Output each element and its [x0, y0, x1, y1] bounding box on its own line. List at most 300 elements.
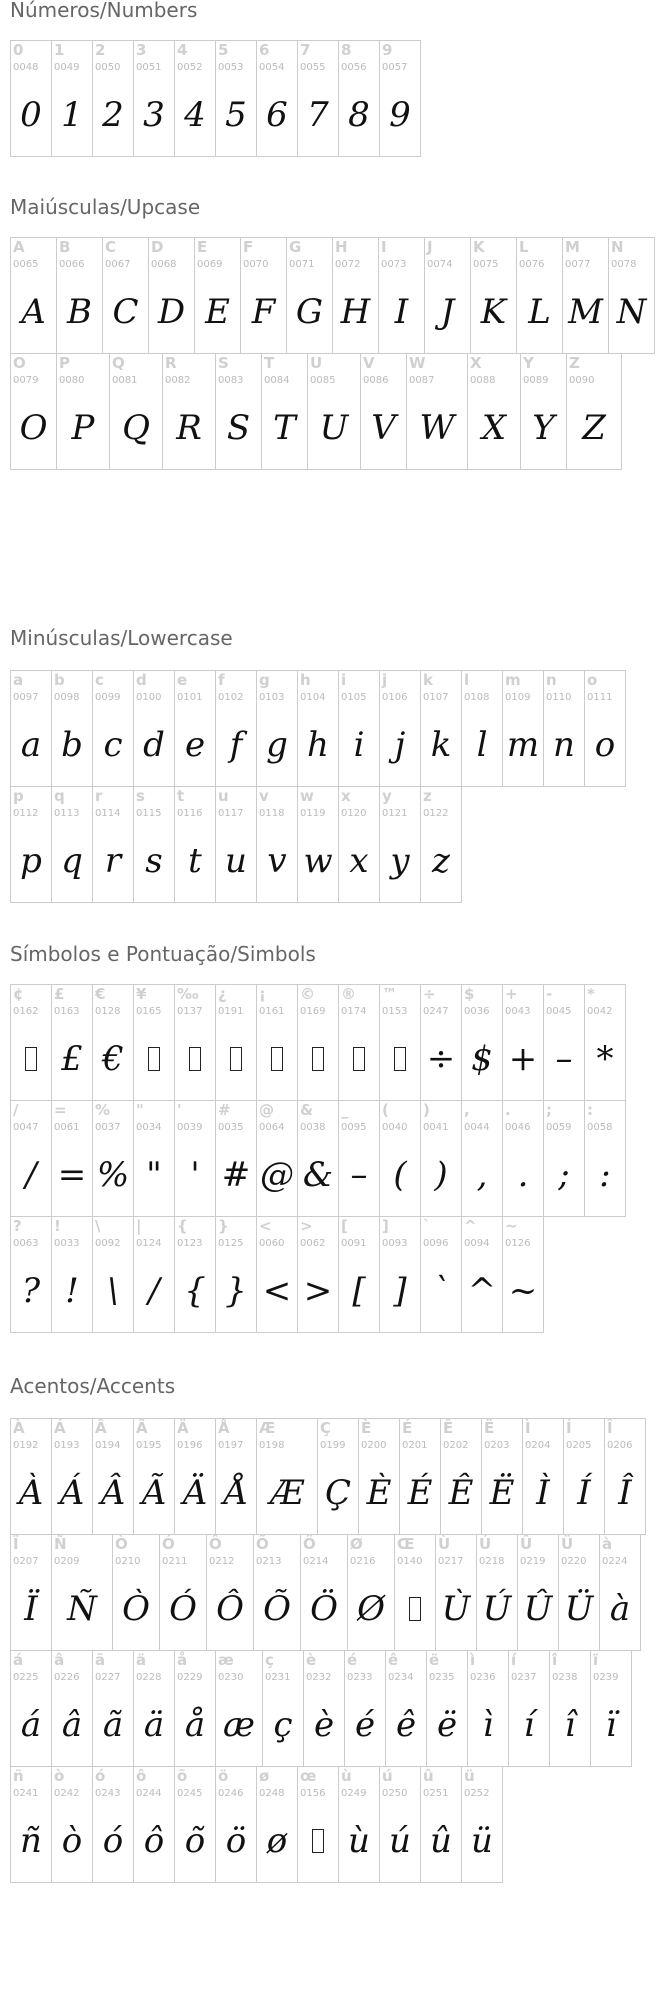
glyph-char-label: |: [136, 1217, 142, 1235]
glyph-char-label: l: [464, 671, 470, 689]
glyph-cell: [159, 1534, 207, 1651]
glyph-preview: l: [476, 724, 488, 765]
glyph-code-label: 0054: [259, 62, 285, 73]
glyph-char-label: ¢: [13, 985, 24, 1003]
glyph-char-label: Ó: [162, 1535, 175, 1553]
glyph-cell: [133, 1100, 175, 1217]
glyph-cell: [174, 670, 216, 787]
glyph-cell: [470, 237, 517, 354]
glyph-preview: õ: [184, 1820, 206, 1861]
glyph-char-label: Ø: [350, 1535, 363, 1553]
glyph-code-label: 0065: [13, 259, 39, 270]
glyph-code-label: 0035: [218, 1122, 244, 1133]
glyph-preview: `: [432, 1270, 450, 1311]
glyph-cell: [92, 1418, 134, 1535]
glyph-code-label: 0057: [382, 62, 408, 73]
glyph-char-label: h: [300, 671, 311, 689]
glyph-code-label: 0211: [162, 1556, 188, 1567]
glyph-cell: [502, 984, 544, 1101]
glyph-cell: [10, 670, 52, 787]
glyph-char-label: ™: [382, 985, 397, 1003]
glyph-cell: [133, 40, 175, 157]
glyph-code-label: 0192: [13, 1440, 39, 1451]
glyph-char-label: ù: [341, 1767, 352, 1785]
glyph-cell: [215, 1418, 257, 1535]
glyph-char-label: ú: [382, 1767, 393, 1785]
glyph-code-label: 0111: [587, 692, 613, 703]
glyph-char-label: ;: [546, 1101, 552, 1119]
glyph-cell: [502, 1100, 544, 1217]
glyph-cell: [502, 1216, 544, 1333]
glyph-char-label: í: [511, 1651, 517, 1669]
glyph-preview: ö: [225, 1820, 247, 1861]
glyph-preview: É: [407, 1472, 433, 1513]
glyph-preview: o: [594, 724, 616, 765]
glyph-cell: [461, 1100, 503, 1217]
glyph-code-label: 0194: [95, 1440, 121, 1451]
glyph-preview: c: [103, 724, 123, 765]
glyph-char-label: ì: [470, 1651, 476, 1669]
glyph-code-label: 0112: [13, 808, 39, 819]
glyph-cell: [520, 353, 567, 470]
glyph-char-label: œ: [300, 1767, 317, 1785]
glyph-code-label: 0061: [54, 1122, 80, 1133]
glyph-cell: [262, 1650, 304, 1767]
glyph-code-label: 0140: [397, 1556, 423, 1567]
glyph-code-label: 0047: [13, 1122, 39, 1133]
glyph-cell: [426, 1650, 468, 1767]
glyph-preview: B: [67, 291, 92, 332]
glyph-preview: r: [104, 840, 122, 881]
glyph-char-label: ë: [429, 1651, 440, 1669]
glyph-preview: z: [432, 840, 450, 881]
missing-glyph-box: [395, 1575, 435, 1642]
glyph-code-label: 0233: [347, 1672, 373, 1683]
glyph-code-label: 0245: [177, 1788, 203, 1799]
glyph-char-label: Å: [218, 1419, 230, 1437]
glyph-code-label: 0234: [388, 1672, 414, 1683]
glyph-code-label: 0120: [341, 808, 367, 819]
glyph-cell: [347, 1534, 395, 1651]
glyph-char-label: `: [423, 1217, 431, 1235]
glyph-preview: .: [517, 1154, 529, 1195]
glyph-cell: [379, 670, 421, 787]
glyph-code-label: 0239: [593, 1672, 619, 1683]
glyph-char-label: Ë: [484, 1419, 495, 1437]
missing-glyph-box: [134, 1025, 174, 1092]
glyph-code-label: 0116: [177, 808, 203, 819]
glyph-cell: [590, 1650, 632, 1767]
glyph-code-label: 0060: [259, 1238, 285, 1249]
glyph-code-label: 0094: [464, 1238, 490, 1249]
glyph-preview: @: [260, 1154, 294, 1195]
glyph-cell: [358, 1418, 400, 1535]
missing-glyph-icon: [394, 1047, 406, 1071]
glyph-preview: ò: [61, 1820, 83, 1861]
glyph-code-label: 0086: [363, 375, 389, 386]
glyph-grid-numbers: [10, 40, 422, 156]
glyph-code-label: 0109: [505, 692, 531, 703]
glyph-preview: Q: [122, 407, 150, 448]
glyph-cell: [379, 1216, 421, 1333]
glyph-cell: [467, 353, 521, 470]
glyph-cell: [297, 670, 339, 787]
glyph-cell: [461, 984, 503, 1101]
glyph-preview: e: [184, 724, 206, 765]
glyph-char-label: o: [587, 671, 598, 689]
glyph-code-label: 0122: [423, 808, 449, 819]
glyph-code-label: 0092: [95, 1238, 121, 1249]
glyph-preview: ù: [348, 1820, 370, 1861]
glyph-cell: [133, 1418, 175, 1535]
glyph-code-label: 0230: [218, 1672, 244, 1683]
glyph-char-label: ô: [136, 1767, 147, 1785]
glyph-char-label: 2: [95, 41, 106, 59]
glyph-code-label: 0108: [464, 692, 490, 703]
glyph-char-label: L: [519, 238, 529, 256]
glyph-preview: :: [599, 1154, 611, 1195]
glyph-char-label: Ê: [443, 1419, 454, 1437]
glyph-cell: [338, 40, 380, 157]
glyph-code-label: 0191: [218, 1006, 244, 1017]
glyph-code-label: 0078: [611, 259, 637, 270]
glyph-preview: u: [225, 840, 247, 881]
glyph-cell: [10, 1534, 52, 1651]
glyph-char-label: Ä: [177, 1419, 189, 1437]
glyph-cell: [420, 670, 462, 787]
glyph-code-label: 0040: [382, 1122, 408, 1133]
glyph-preview: 9: [389, 94, 411, 135]
glyph-preview: ë: [436, 1704, 458, 1745]
glyph-cell: [10, 984, 52, 1101]
glyph-preview: T: [273, 407, 296, 448]
glyph-char-label: *: [587, 985, 595, 1003]
glyph-char-label: Ò: [115, 1535, 128, 1553]
glyph-code-label: 0174: [341, 1006, 367, 1017]
glyph-code-label: 0098: [54, 692, 80, 703]
glyph-code-label: 0214: [303, 1556, 329, 1567]
glyph-grid-lowercase: [10, 670, 655, 902]
glyph-cell: [379, 984, 421, 1101]
glyph-grid-accents: [10, 1418, 655, 1882]
glyph-preview: p: [20, 840, 42, 881]
glyph-char-label: ç: [265, 1651, 274, 1669]
glyph-code-label: 0201: [402, 1440, 428, 1451]
glyph-cell: [10, 1650, 52, 1767]
glyph-char-label: Ñ: [54, 1535, 67, 1553]
glyph-code-label: 0114: [95, 808, 121, 819]
glyph-preview: Â: [100, 1472, 126, 1513]
glyph-char-label: ): [423, 1101, 430, 1119]
glyph-cell: [338, 984, 380, 1101]
glyph-char-label: 5: [218, 41, 229, 59]
glyph-cell: [461, 1216, 503, 1333]
glyph-code-label: 0250: [382, 1788, 408, 1799]
glyph-preview: h: [307, 724, 329, 765]
section-title-symbols: Símbolos e Pontuação/Simbols: [10, 942, 316, 966]
glyph-preview: A: [21, 291, 46, 332]
glyph-cell: [307, 353, 361, 470]
glyph-preview: À: [18, 1472, 44, 1513]
glyph-cell: [338, 1766, 380, 1883]
missing-glyph-icon: [230, 1047, 242, 1071]
glyph-char-label: Œ: [397, 1535, 415, 1553]
glyph-char-label: (: [382, 1101, 389, 1119]
glyph-preview: P: [71, 407, 95, 448]
glyph-preview: ~: [508, 1270, 538, 1311]
glyph-char-label: #: [218, 1101, 231, 1119]
glyph-preview: Ã: [141, 1472, 167, 1513]
glyph-char-label: I: [381, 238, 387, 256]
glyph-preview: S: [226, 407, 251, 448]
glyph-code-label: 0126: [505, 1238, 531, 1249]
glyph-code-label: 0041: [423, 1122, 449, 1133]
glyph-cell: [215, 984, 257, 1101]
glyph-preview: m: [506, 724, 540, 765]
glyph-code-label: 0087: [409, 375, 435, 386]
glyph-preview: ï: [605, 1704, 617, 1745]
missing-glyph-icon: [312, 1829, 324, 1853]
glyph-char-label: B: [59, 238, 71, 256]
glyph-code-label: 0103: [259, 692, 285, 703]
glyph-code-label: 0242: [54, 1788, 80, 1799]
glyph-code-label: 0248: [259, 1788, 285, 1799]
glyph-code-label: 0216: [350, 1556, 376, 1567]
glyph-char-label: ÷: [423, 985, 436, 1003]
glyph-char-label: €: [95, 985, 106, 1003]
glyph-preview: €: [102, 1038, 124, 1079]
glyph-cell: [148, 237, 195, 354]
glyph-code-label: 0039: [177, 1122, 203, 1133]
glyph-code-label: 0064: [259, 1122, 285, 1133]
glyph-cell: [440, 1418, 482, 1535]
glyph-code-label: 0045: [546, 1006, 572, 1017]
glyph-char-label: ñ: [13, 1767, 24, 1785]
section-title-lowercase: Minúsculas/Lowercase: [10, 626, 233, 650]
missing-glyph-icon: [25, 1047, 37, 1071]
glyph-char-label: ê: [388, 1651, 399, 1669]
glyph-code-label: 0213: [256, 1556, 282, 1567]
glyph-cell: [51, 1100, 93, 1217]
section-title-numbers: Números/Numbers: [10, 0, 198, 22]
glyph-preview: q: [61, 840, 83, 881]
glyph-preview: Ñ: [67, 1588, 97, 1629]
glyph-cell: [133, 984, 175, 1101]
glyph-char-label: ]: [382, 1217, 389, 1235]
glyph-cell: [174, 40, 216, 157]
glyph-preview: n: [553, 724, 575, 765]
glyph-preview: ): [434, 1154, 448, 1195]
glyph-preview: !: [65, 1270, 79, 1311]
glyph-preview: W: [419, 407, 455, 448]
glyph-cell: [399, 1418, 441, 1535]
glyph-code-label: 0053: [218, 62, 244, 73]
glyph-preview: Ç: [324, 1472, 351, 1513]
glyph-char-label: }: [218, 1217, 229, 1235]
glyph-cell: [92, 1650, 134, 1767]
glyph-char-label: {: [177, 1217, 188, 1235]
glyph-code-label: 0074: [427, 259, 453, 270]
glyph-preview: =: [57, 1154, 87, 1195]
glyph-char-label: n: [546, 671, 557, 689]
glyph-preview: Ì: [536, 1472, 550, 1513]
glyph-code-label: 0048: [13, 62, 39, 73]
glyph-char-label: /: [13, 1101, 19, 1119]
glyph-char-label: .: [505, 1101, 511, 1119]
glyph-char-label: !: [54, 1217, 61, 1235]
glyph-char-label: \: [95, 1217, 101, 1235]
glyph-char-label: J: [427, 238, 433, 256]
glyph-cell: [51, 1650, 93, 1767]
glyph-code-label: 0066: [59, 259, 85, 270]
glyph-char-label: p: [13, 787, 24, 805]
glyph-char-label: =: [54, 1101, 67, 1119]
glyph-cell: [174, 984, 216, 1101]
glyph-char-label: Y: [523, 354, 534, 372]
glyph-preview: ä: [143, 1704, 165, 1745]
glyph-cell: [215, 1216, 257, 1333]
glyph-preview: Õ: [263, 1588, 291, 1629]
glyph-preview: D: [157, 291, 186, 332]
glyph-code-label: 0218: [479, 1556, 505, 1567]
glyph-code-label: 0153: [382, 1006, 408, 1017]
glyph-code-label: 0097: [13, 692, 39, 703]
glyph-code-label: 0165: [136, 1006, 162, 1017]
glyph-preview: (: [393, 1154, 407, 1195]
glyph-code-label: 0117: [218, 808, 244, 819]
glyph-cell: [604, 1418, 646, 1535]
glyph-code-label: 0247: [423, 1006, 449, 1017]
glyph-preview: 2: [102, 94, 124, 135]
glyph-preview: \: [107, 1270, 119, 1311]
glyph-char-label: å: [177, 1651, 188, 1669]
glyph-char-label: ò: [54, 1767, 65, 1785]
glyph-char-label: ‰: [177, 985, 199, 1003]
glyph-char-label: á: [13, 1651, 24, 1669]
glyph-cell: [297, 984, 339, 1101]
glyph-code-label: 0202: [443, 1440, 469, 1451]
missing-glyph-icon: [148, 1047, 160, 1071]
glyph-preview: ì: [482, 1704, 494, 1745]
glyph-char-label: >: [300, 1217, 313, 1235]
glyph-code-label: 0128: [95, 1006, 121, 1017]
glyph-preview: é: [354, 1704, 376, 1745]
glyph-char-label: w: [300, 787, 314, 805]
glyph-code-label: 0199: [320, 1440, 346, 1451]
glyph-preview: 0: [20, 94, 42, 135]
glyph-char-label: 0: [13, 41, 24, 59]
glyph-cell: [584, 1100, 626, 1217]
glyph-cell: [10, 1766, 52, 1883]
glyph-preview: v: [267, 840, 287, 881]
glyph-preview: <: [262, 1270, 292, 1311]
glyph-code-label: 0071: [289, 259, 315, 270]
glyph-code-label: 0082: [165, 375, 191, 386]
glyph-cell: [379, 786, 421, 903]
glyph-cell: [174, 1766, 216, 1883]
glyph-preview: ]: [393, 1270, 407, 1311]
glyph-char-label: Ô: [209, 1535, 222, 1553]
glyph-preview: û: [430, 1820, 452, 1861]
glyph-preview: Æ: [269, 1472, 305, 1513]
glyph-code-label: 0241: [13, 1788, 39, 1799]
glyph-char-label: R: [165, 354, 177, 372]
missing-glyph-box: [298, 1807, 338, 1874]
glyph-code-label: 0232: [306, 1672, 332, 1683]
glyph-cell: [566, 353, 622, 470]
glyph-cell: [109, 353, 163, 470]
glyph-code-label: 0077: [565, 259, 591, 270]
glyph-cell: [253, 1534, 301, 1651]
glyph-char-label: Í: [566, 1419, 572, 1437]
glyph-preview: Z: [582, 407, 606, 448]
glyph-code-label: 0049: [54, 62, 80, 73]
glyph-preview: b: [61, 724, 83, 765]
glyph-preview: F: [251, 291, 276, 332]
glyph-char-label: F: [243, 238, 254, 256]
glyph-code-label: 0043: [505, 1006, 531, 1017]
glyph-cell: [379, 1100, 421, 1217]
glyph-cell: [215, 40, 257, 157]
glyph-cell: [133, 786, 175, 903]
glyph-cell: [481, 1418, 523, 1535]
glyph-code-label: 0156: [300, 1788, 326, 1799]
glyph-preview: &: [302, 1154, 334, 1195]
glyph-char-label: +: [505, 985, 518, 1003]
glyph-cell: [256, 984, 298, 1101]
glyph-preview: V: [371, 407, 396, 448]
glyph-code-label: 0252: [464, 1788, 490, 1799]
glyph-code-label: 0206: [607, 1440, 633, 1451]
glyph-code-label: 0076: [519, 259, 545, 270]
glyph-code-label: 0044: [464, 1122, 490, 1133]
glyph-preview: L: [528, 291, 551, 332]
glyph-char-label: û: [423, 1767, 434, 1785]
glyph-char-label: À: [13, 1419, 25, 1437]
glyph-code-label: 0113: [54, 808, 80, 819]
glyph-cell: [502, 670, 544, 787]
glyph-code-label: 0099: [95, 692, 121, 703]
glyph-char-label: 8: [341, 41, 352, 59]
glyph-char-label: Ì: [525, 1419, 531, 1437]
glyph-char-label: c: [95, 671, 104, 689]
glyph-preview: E: [205, 291, 230, 332]
glyph-char-label: è: [306, 1651, 317, 1669]
glyph-cell: [174, 786, 216, 903]
glyph-code-label: 0212: [209, 1556, 235, 1567]
glyph-cell: [394, 1534, 436, 1651]
glyph-cell: [215, 1650, 263, 1767]
glyph-char-label: ': [177, 1101, 182, 1119]
glyph-preview: M: [568, 291, 603, 332]
glyph-cell: [522, 1418, 564, 1535]
glyph-code-label: 0115: [136, 808, 162, 819]
glyph-preview: d: [143, 724, 165, 765]
glyph-preview: à: [609, 1588, 631, 1629]
glyph-char-label: æ: [218, 1651, 234, 1669]
glyph-cell: [256, 670, 298, 787]
glyph-preview: f: [229, 724, 243, 765]
glyph-char-label: G: [289, 238, 302, 256]
glyph-preview: k: [430, 724, 452, 765]
glyph-cell: [297, 786, 339, 903]
glyph-code-label: 0205: [566, 1440, 592, 1451]
glyph-preview: /: [25, 1154, 37, 1195]
glyph-preview: ñ: [20, 1820, 42, 1861]
glyph-cell: [338, 670, 380, 787]
glyph-code-label: 0036: [464, 1006, 490, 1017]
glyph-char-label: v: [259, 787, 269, 805]
